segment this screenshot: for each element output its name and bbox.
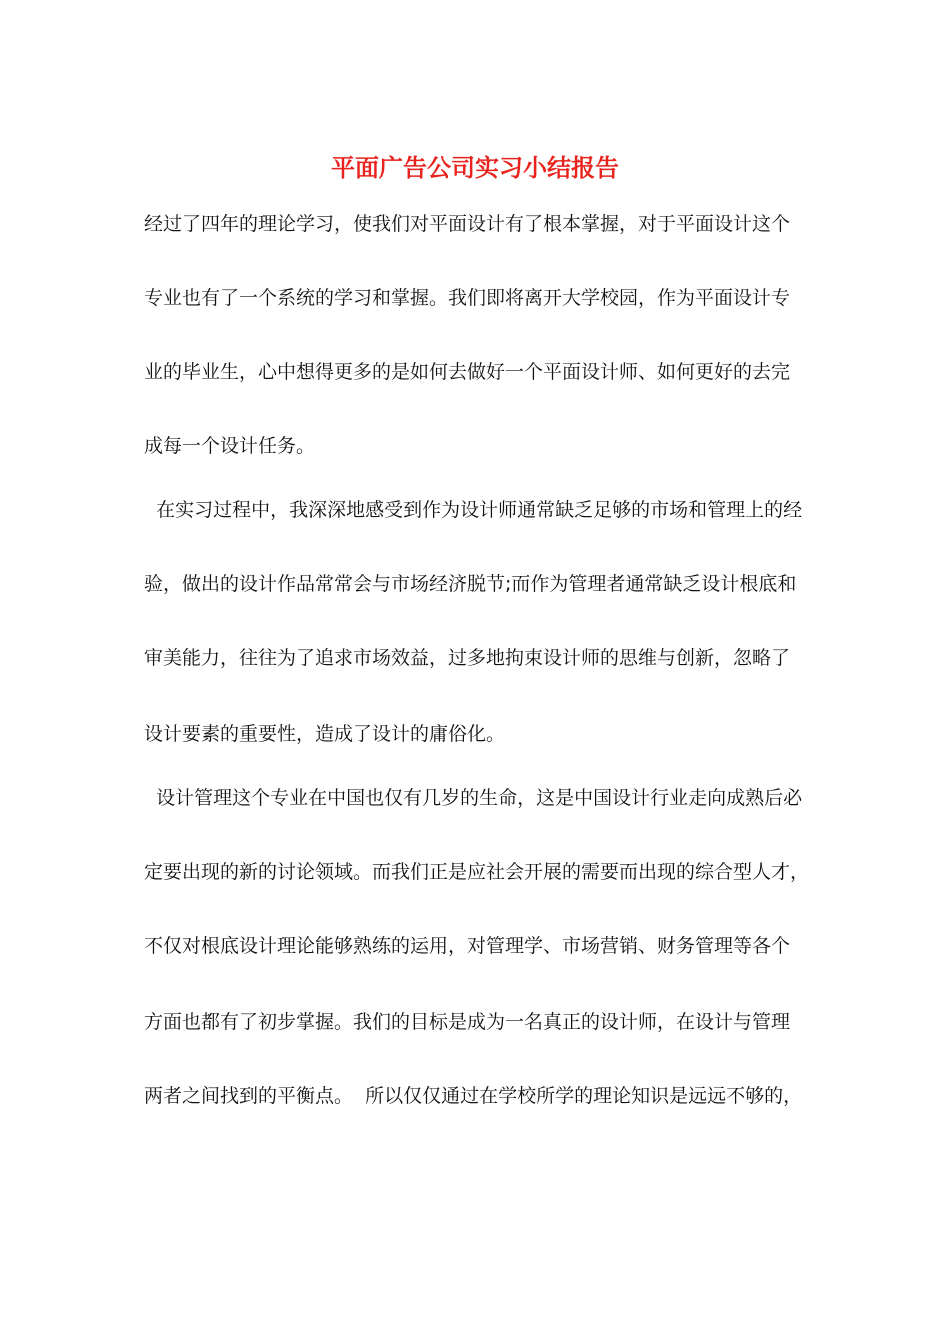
document-title: 平面广告公司实习小结报告 (331, 153, 619, 182)
body-line-2: 专业也有了一个系统的学习和掌握。我们即将离开大学校园，作为平面设计专 (144, 287, 791, 309)
body-line-13: 两者之间找到的平衡点。 所以仅仅通过在学校所学的理论知识是远远不够的， (144, 1085, 803, 1107)
body-line-12: 方面也都有了初步掌握。我们的目标是成为一名真正的设计师，在设计与管理 (144, 1011, 791, 1033)
body-line-8: 设计要素的重要性，造成了设计的庸俗化。 (144, 723, 506, 745)
body-line-7: 审美能力，往往为了追求市场效益，过多地拘束设计师的思维与创新，忽略了 (144, 647, 791, 669)
body-line-6: 验，做出的设计作品常常会与市场经济脱节;而作为管理者通常缺乏设计根底和 (144, 573, 797, 595)
body-line-11: 不仅对根底设计理论能够熟练的运用，对管理学、市场营销、财务管理等各个 (144, 935, 791, 957)
body-line-5: 在实习过程中，我深深地感受到作为设计师通常缺乏足够的市场和管理上的经 (144, 499, 803, 521)
body-line-3: 业的毕业生，心中想得更多的是如何去做好一个平面设计师、如何更好的去完 (144, 361, 791, 383)
body-line-9: 设计管理这个专业在中国也仅有几岁的生命，这是中国设计行业走向成熟后必 (144, 787, 803, 809)
body-line-10: 定要出现的新的讨论领域。而我们正是应社会开展的需要而出现的综合型人才， (144, 861, 810, 883)
body-line-1: 经过了四年的理论学习，使我们对平面设计有了根本掌握，对于平面设计这个 (144, 213, 791, 235)
body-line-4: 成每一个设计任务。 (144, 435, 316, 457)
